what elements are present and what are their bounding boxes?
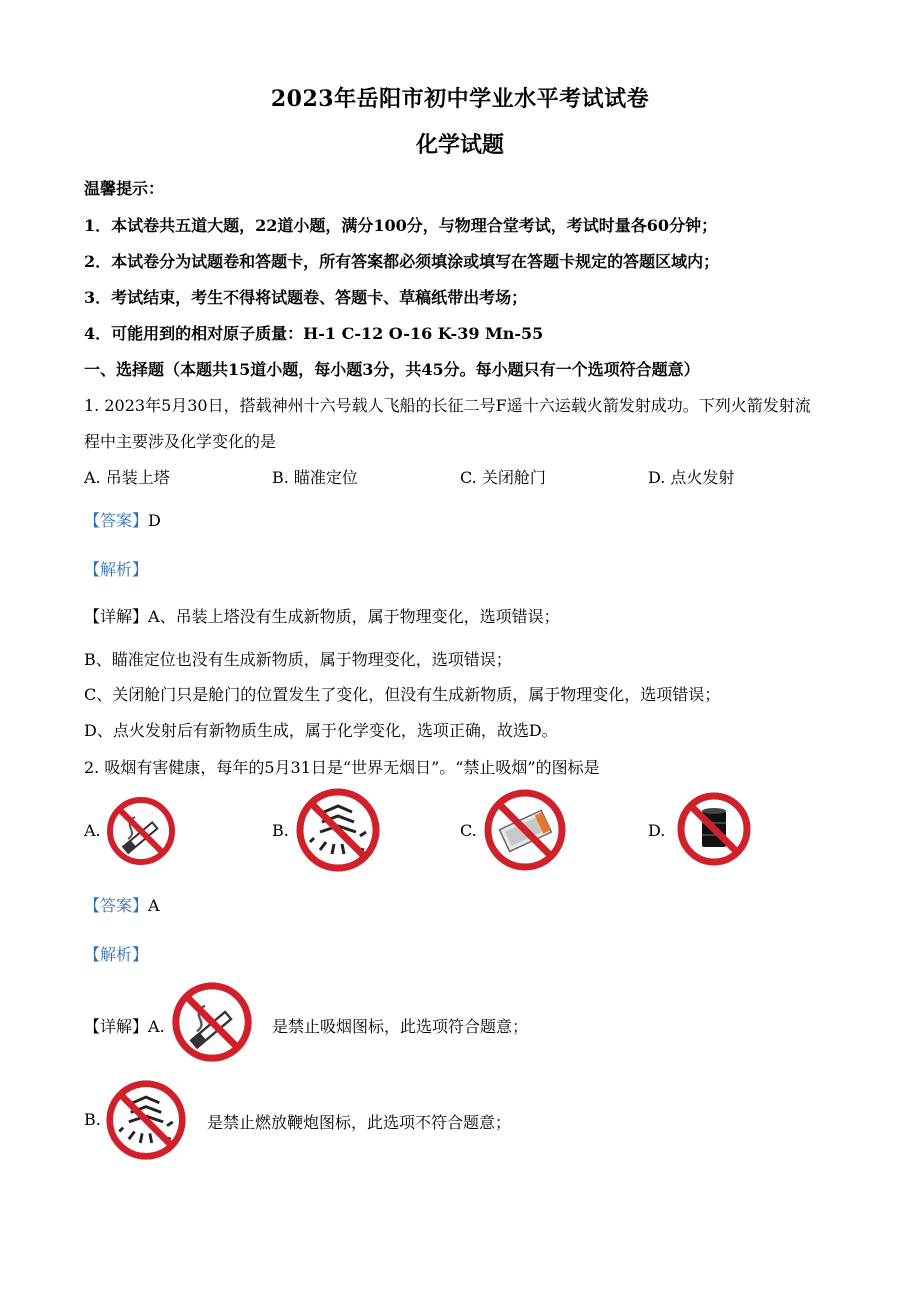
q2-option-c-label: C.	[460, 821, 477, 840]
q2-detail-a-text: 是禁止吸烟图标，此选项符合题意；	[272, 1017, 529, 1036]
page-subtitle: 化学试题	[415, 132, 504, 158]
tip-item: 1．本试卷共五道大题，22道小题，满分100分，与物理合堂考试，考试时量各60分钟；	[84, 216, 718, 235]
q1-option-b: B. 瞄准定位	[272, 468, 358, 487]
q2-option-b-label: B.	[272, 821, 289, 840]
q1-detail-d: D、点火发射后有新物质生成，属于化学变化，选项正确，故选D。	[84, 721, 558, 740]
no-flammable-barrel-icon	[676, 791, 752, 867]
detail-tag: 【详解】	[84, 607, 149, 626]
q2-detail-a-prefix	[84, 1014, 165, 1037]
tip-item: 2．本试卷分为试题卷和答题卡，所有答案都必须填涂或填写在答题卡规定的答题区域内；	[84, 252, 720, 271]
detail-text: A、吊装上塔没有生成新物质，属于物理变化，选项错误；	[148, 607, 560, 626]
q2-analysis-tag: 【解析】	[84, 945, 149, 964]
q1-detail-c: C、关闭舱门只是舱门的位置发生了变化，但没有生成新物质，属于物理变化，选项错误；	[84, 685, 721, 704]
q1-option-a: A. 吊装上塔	[84, 468, 170, 487]
no-firecrackers-icon	[294, 786, 382, 874]
tips-heading: 温馨提示：	[84, 179, 165, 198]
q1-stem-line1: 1. 2023年5月30日，搭载神州十六号载人飞船的长征二号F遥十六运载火箭发射成功。下列火箭发射流	[84, 396, 811, 415]
q2-option-d-label: D.	[648, 821, 666, 840]
answer-tag: 【答案】	[84, 511, 149, 530]
q2-stem: 2. 吸烟有害健康，每年的5月31日是“世界无烟日”。“禁止吸烟”的图标是	[84, 758, 600, 777]
q1-stem-line2: 程中主要涉及化学变化的是	[84, 432, 277, 451]
tip-item: 3．考试结束，考生不得将试题卷、答题卡、草稿纸带出考场；	[84, 288, 528, 307]
detail-a-label: A.	[148, 1017, 165, 1036]
q2-detail-b-label: B.	[84, 1110, 101, 1129]
q2-answer	[84, 893, 160, 916]
q1-answer	[84, 508, 161, 531]
answer-value: A	[148, 896, 160, 915]
no-firecrackers-icon	[104, 1078, 188, 1162]
answer-tag: 【答案】	[84, 896, 149, 915]
no-smoking-icon	[105, 795, 177, 867]
q2-detail-b-text: 是禁止燃放鞭炮图标，此选项不符合题意；	[207, 1113, 512, 1132]
q1-detail-a	[84, 604, 560, 627]
section-heading: 一、选择题（本题共15道小题，每小题3分，共45分。每小题只有一个选项符合题意）	[84, 360, 700, 379]
page-title: 2023年岳阳市初中学业水平考试试卷	[270, 86, 650, 112]
q1-analysis-tag: 【解析】	[84, 560, 149, 579]
detail-tag: 【详解】	[84, 1017, 149, 1036]
q2-option-a-label: A.	[84, 821, 101, 840]
no-matches-icon	[482, 787, 568, 873]
no-smoking-icon	[170, 980, 254, 1064]
q1-option-d: D. 点火发射	[648, 468, 735, 487]
answer-value: D	[148, 511, 161, 530]
q1-detail-b: B、瞄准定位也没有生成新物质，属于物理变化，选项错误；	[84, 650, 512, 669]
q1-option-c: C. 关闭舱门	[460, 468, 546, 487]
tip-item: 4．可能用到的相对原子质量：H-1 C-12 O-16 K-39 Mn-55	[84, 324, 544, 343]
